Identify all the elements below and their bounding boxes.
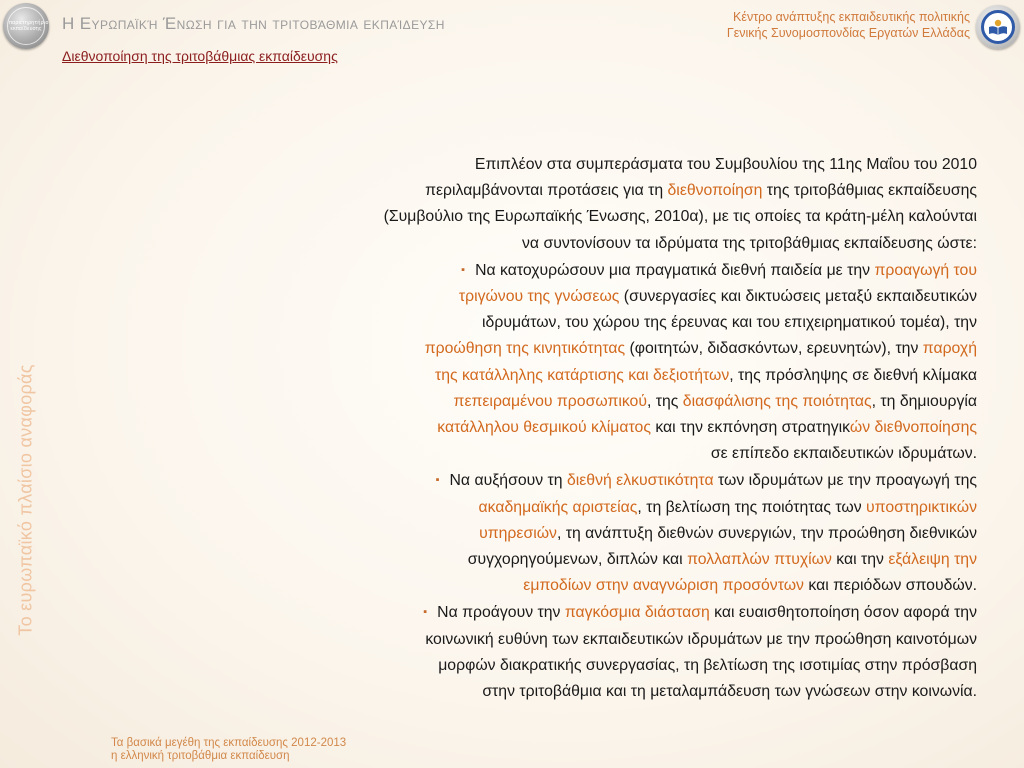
bullet-icon: ▪ (461, 263, 466, 276)
highlight-term: εξάλειψη την (888, 551, 977, 569)
organization-line-2: Γενικής Συνομοσπονδίας Εργατών Ελλάδας (726, 26, 970, 40)
open-book-seal-icon (976, 5, 1020, 49)
footer-line-2: η ελληνική τριτοβάθμια εκπαίδευση (111, 750, 290, 762)
text-segment: Να κατοχυρώσουν μια πραγματικά διεθνή παιδεία με την (475, 261, 875, 279)
text-segment: συγχορηγούμενων, διπλών και (467, 551, 688, 569)
text-segment: και την εκπόνηση στρατηγικ (650, 419, 850, 437)
text-segment: Να προάγουν την (437, 604, 565, 622)
observatory-seal-icon (3, 3, 49, 49)
text-segment: , τη ανάπτυξη διεθνών συνεργιών, την προώθηση διεθνικών (556, 524, 977, 542)
text-segment: (συνεργασίες και δικτυώσεις μεταξύ εκπαιδευτικών (619, 288, 977, 306)
intro-paragraph (150, 152, 977, 257)
highlight-term: προώθηση της κινητικότητας (424, 340, 626, 358)
text-segment: (Συμβούλιο της Ευρωπαϊκής Ένωσης, 2010α), με τις οποίες τα κράτη-μέλη καλούνται (383, 208, 977, 226)
highlight-term: ών διεθνοποίησης (849, 419, 977, 437)
text-segment: (φοιτητών, διδασκόντων, ερευνητών), την (625, 340, 923, 358)
observatory-seal-ring (7, 7, 49, 45)
highlight-term: διεθνή ελκυστικότητα (566, 472, 714, 490)
footer-line-1: Τα βασικά μεγέθη της εκπαίδευσης 2012-2013 (111, 737, 347, 749)
main-content (150, 152, 977, 705)
highlight-term: κατάλληλου θεσμικού κλίματος (437, 419, 651, 437)
text-segment: , τη δημιουργία (871, 392, 977, 410)
highlight-term: προαγωγή του (874, 261, 977, 279)
text-segment: Επιπλέον στα συμπεράσματα του Συμβουλίου της 11ης Μαΐου του 2010 (474, 156, 977, 173)
page-title: Η Ευρωπαϊκή Ένωση για την τριτοβάθμια εκπαίδευση (62, 14, 445, 33)
text-segment: περιλαμβάνονται προτάσεις για τη (425, 182, 668, 200)
text-segment: στην τριτοβάθμια και τη μεταλαμπάδευση των γνώσεων στην κοινωνία. (482, 683, 977, 701)
highlight-term: ακαδημαϊκής αριστείας (478, 498, 638, 516)
organization-line-1: Κέντρο ανάπτυξης εκπαιδευτικής πολιτικής (733, 10, 970, 24)
highlight-term: παροχή (922, 340, 977, 358)
text-segment: της τριτοβάθμιας εκπαίδευσης (762, 182, 977, 200)
text-segment: ιδρυμάτων, του χώρου της έρευνας και του επιχειρηματικού τομέα), την (482, 314, 977, 332)
text-segment: , της (646, 392, 683, 410)
left-logo-text: παρατηρητήριο εκπαίδευσης (9, 20, 49, 32)
text-segment: να συντονίσουν τα ιδρύματα της τριτοβάθμιας εκπαίδευσης ώστε: (522, 234, 977, 252)
open-book-icon (988, 18, 1008, 36)
highlight-term: πεπειραμένου προσωπικού (453, 392, 647, 410)
text-segment: μορφών διακρατικής συνεργασίας, τη βελτίωση της ισοτιμίας στην πρόσβαση (438, 656, 977, 674)
bullet-icon: ▪ (423, 606, 428, 619)
text-segment: , τη βελτίωση της ποιότητας των (637, 498, 867, 516)
footer (111, 737, 346, 763)
bullet-item-3 (150, 599, 977, 705)
text-segment: , της πρόσληψης σε διεθνή κλίμακα (729, 366, 977, 384)
text-segment: και περιόδων σπουδών. (803, 577, 977, 595)
text-segment: Να αυξήσουν τη (449, 472, 567, 490)
section-subtitle-link[interactable]: Διεθνοποίηση της τριτοβάθμιας εκπαίδευσης (62, 48, 338, 64)
highlight-term: της κατάλληλης κατάρτισης και δεξιοτήτων (434, 366, 730, 384)
highlight-term: υποστηρικτικών (866, 498, 977, 516)
text-segment: και την (831, 551, 889, 569)
highlight-term: διασφάλισης της ποιότητας (682, 392, 872, 410)
text-segment: των ιδρυμάτων με την προαγωγή της (713, 472, 977, 490)
text-segment: και ευαισθητοποίηση όσον αφορά την (709, 604, 977, 622)
side-label: Το ευρωπαϊκό πλαίσιο αναφοράς (15, 364, 36, 636)
text-segment: κοινωνική ευθύνη των εκπαιδευτικών ιδρυμάτων με την προώθηση καινοτόμων (425, 630, 977, 648)
text-segment: σε επίπεδο εκπαιδευτικών ιδρυμάτων. (710, 445, 977, 463)
highlight-term: τριγώνου της γνώσεως (458, 288, 620, 306)
highlight-term: πολλαπλών πτυχίων (687, 551, 832, 569)
bullet-item-2 (150, 467, 977, 599)
organization-name (727, 9, 970, 41)
bullet-item-1 (150, 257, 977, 468)
highlight-term: εμποδίων στην αναγνώριση προσόντων (523, 577, 804, 595)
highlight-term: παγκόσμια διάσταση (564, 604, 710, 622)
highlight-term: διεθνοποίηση (667, 182, 763, 200)
highlight-term: υπηρεσιών (479, 524, 557, 542)
bullet-icon: ▪ (435, 474, 440, 487)
seal-ring (981, 10, 1015, 44)
